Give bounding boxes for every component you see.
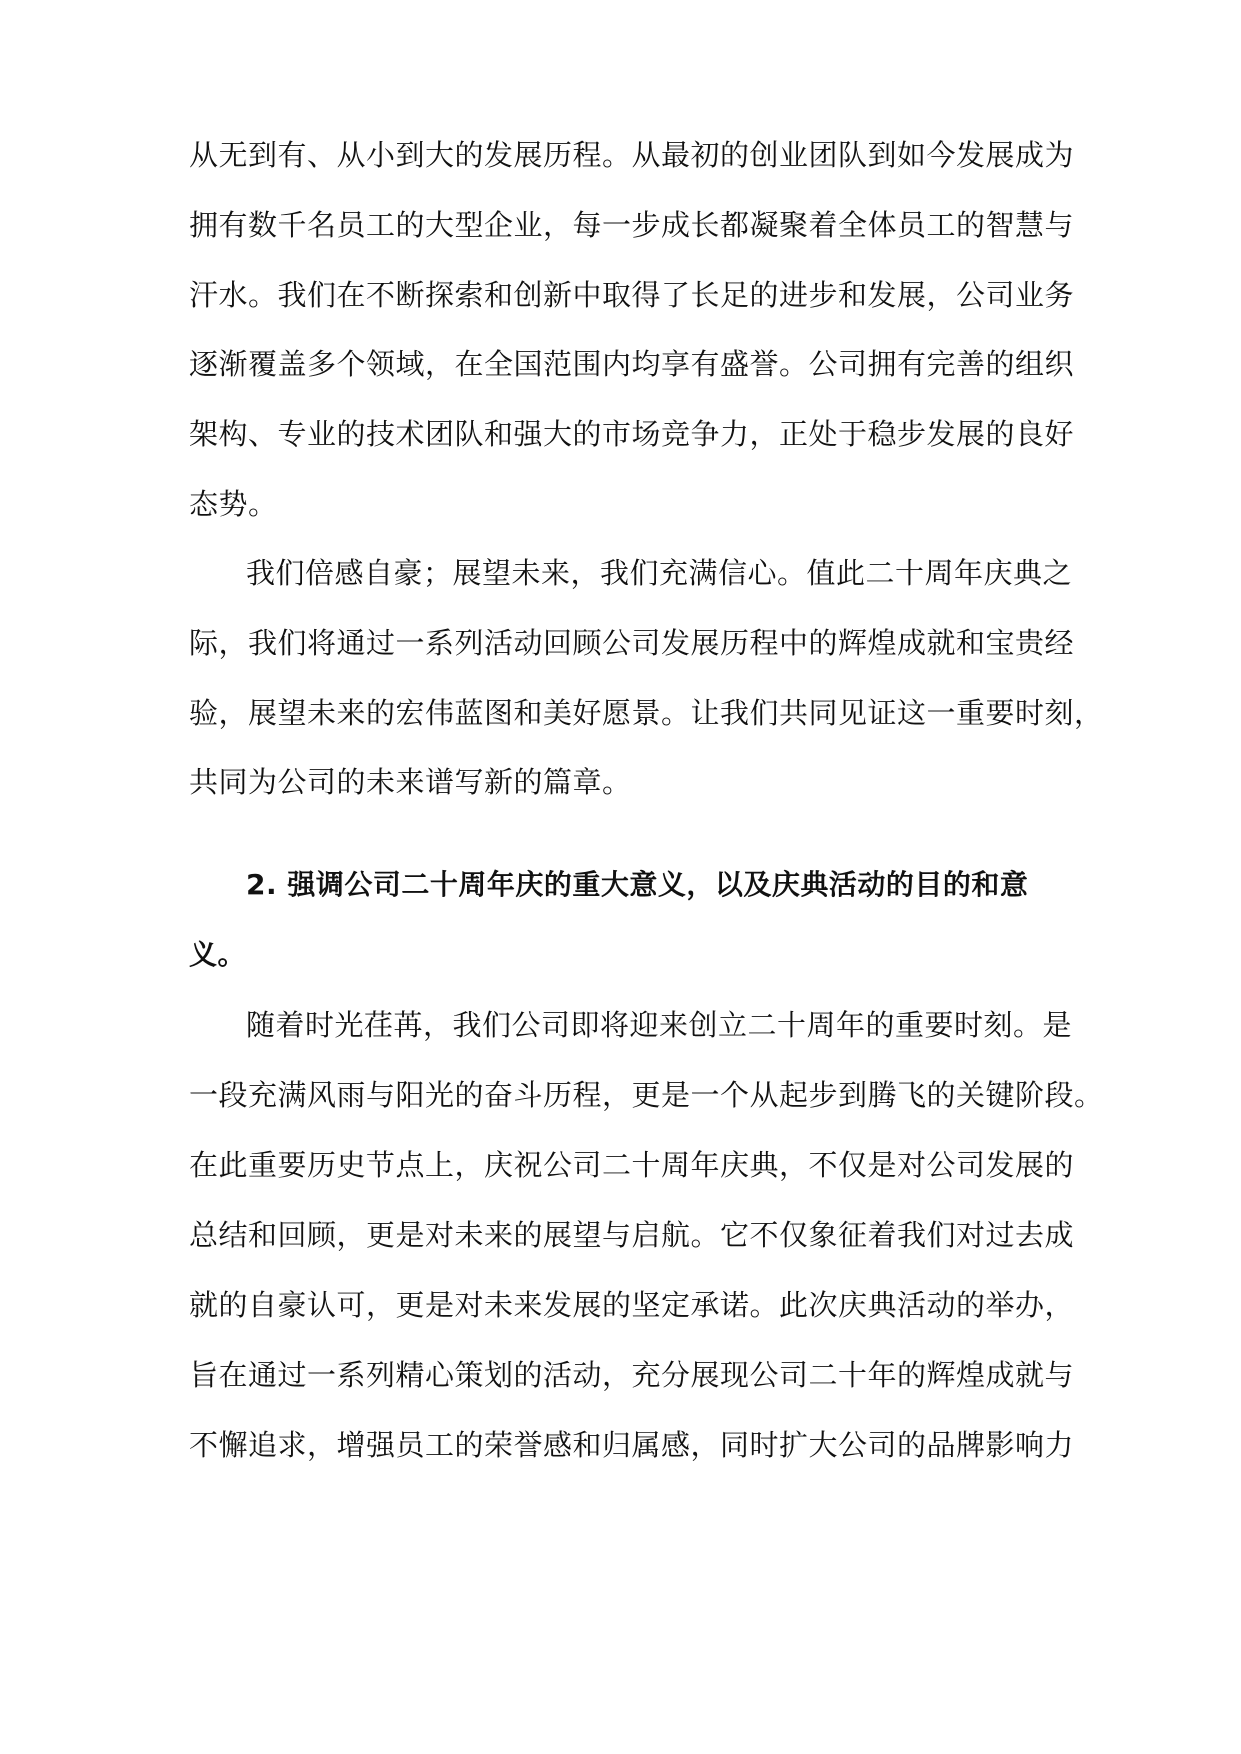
paragraph-3-line: 在此重要历史节点上，庆祝公司二十周年庆典，不仅是对公司发展的 (189, 1148, 1075, 1182)
paragraph-3-line: 随着时光荏苒，我们公司即将迎来创立二十周年的重要时刻。是 (246, 1008, 1073, 1042)
paragraph-3-line: 就的自豪认可，更是对未来发展的坚定承诺。此次庆典活动的举办， (189, 1288, 1075, 1322)
section-heading: 2. 强调公司二十周年庆的重大意义，以及庆典活动的目的和意 (246, 868, 1029, 901)
paragraph-3-line: 一段充满风雨与阳光的奋斗历程，更是一个从起步到腾飞的关键阶段。 (189, 1078, 1104, 1112)
paragraph-1-line: 逐渐覆盖多个领域，在全国范围内均享有盛誉。公司拥有完善的组织 (189, 347, 1075, 381)
section-heading-continuation: 义。 (189, 938, 247, 971)
paragraph-2-line: 共同为公司的未来谱写新的篇章。 (189, 765, 632, 799)
paragraph-3-line: 旨在通过一系列精心策划的活动，充分展现公司二十年的辉煌成就与 (189, 1358, 1075, 1392)
paragraph-2-line: 验，展望未来的宏伟蓝图和美好愿景。让我们共同见证这一重要时刻， (189, 696, 1104, 730)
paragraph-1-line: 架构、专业的技术团队和强大的市场竞争力，正处于稳步发展的良好 (189, 417, 1075, 451)
paragraph-1-line: 拥有数千名员工的大型企业，每一步成长都凝聚着全体员工的智慧与 (189, 208, 1075, 242)
paragraph-2-line: 际，我们将通过一系列活动回顾公司发展历程中的辉煌成就和宝贵经 (189, 626, 1075, 660)
paragraph-3-line: 总结和回顾，更是对未来的展望与启航。它不仅象征着我们对过去成 (189, 1218, 1075, 1252)
paragraph-3-line: 不懈追求，增强员工的荣誉感和归属感，同时扩大公司的品牌影响力 (189, 1428, 1075, 1462)
paragraph-2-line: 我们倍感自豪；展望未来，我们充满信心。值此二十周年庆典之 (246, 556, 1073, 590)
paragraph-1-line: 从无到有、从小到大的发展历程。从最初的创业团队到如今发展成为 (189, 138, 1075, 172)
paragraph-1-line: 汗水。我们在不断探索和创新中取得了长足的进步和发展，公司业务 (189, 278, 1075, 312)
paragraph-1-line: 态势。 (189, 487, 278, 521)
